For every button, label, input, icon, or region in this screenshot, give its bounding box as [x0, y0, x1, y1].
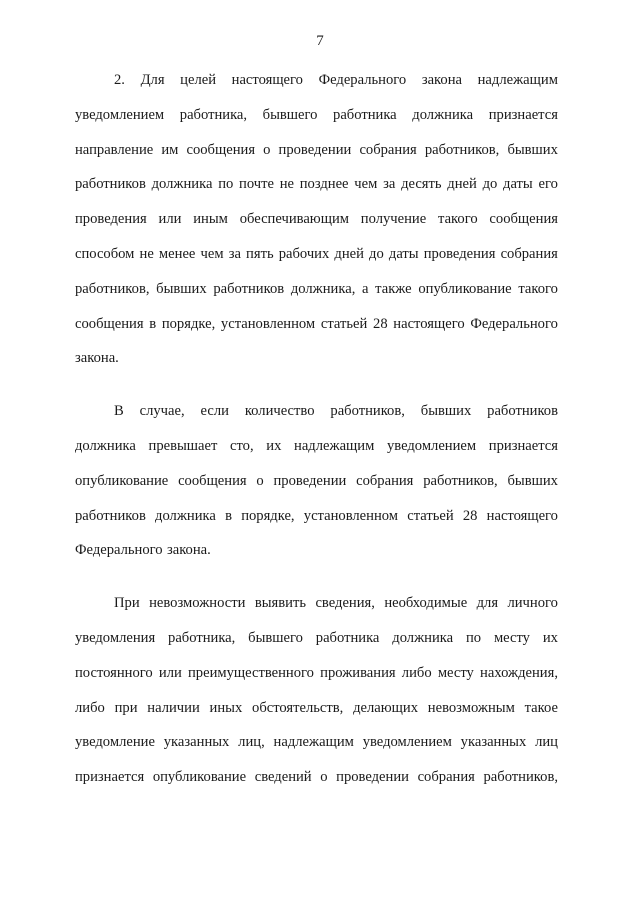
word: статьей: [320, 315, 368, 332]
word: преимущественного: [187, 664, 314, 681]
word: сообщения: [489, 211, 558, 228]
word: порядке,: [241, 507, 295, 524]
word: случае,: [139, 403, 185, 420]
word: менее: [158, 245, 196, 262]
word: опубликование: [418, 280, 512, 297]
word: их: [542, 629, 558, 646]
word: им: [161, 141, 179, 158]
word: При: [114, 595, 140, 612]
word: работников: [75, 176, 146, 193]
word: работника: [333, 106, 397, 123]
word: работников,: [424, 141, 500, 158]
text-line: [75, 591, 558, 626]
word: В: [114, 403, 124, 420]
word: работника,: [179, 106, 248, 123]
word: собрания: [500, 245, 558, 262]
paragraph-case-over-hundred: [75, 399, 558, 573]
word: собрания: [359, 141, 417, 158]
word: по: [465, 629, 482, 646]
word: необходимые: [384, 595, 468, 612]
text-line: [75, 138, 558, 173]
word: количество: [244, 403, 315, 420]
word: иных: [209, 699, 243, 716]
word: закона.: [75, 350, 119, 367]
word: такого: [518, 280, 558, 297]
word: собрания: [417, 769, 475, 786]
word: указанных: [163, 734, 230, 751]
word: должника: [151, 176, 213, 193]
word: работников: [487, 403, 558, 420]
word: способом: [75, 245, 135, 262]
word: по: [218, 176, 234, 193]
word: опубликование: [75, 472, 169, 489]
word: сообщения: [178, 472, 247, 489]
word: работников,: [483, 769, 558, 786]
word: уведомление: [75, 734, 155, 751]
word: пять: [246, 245, 274, 262]
word: проживания: [320, 664, 396, 681]
word: не: [139, 245, 154, 262]
word: бывшего: [262, 106, 318, 123]
paragraph-item-2: [75, 68, 558, 381]
word: установленном: [220, 315, 316, 332]
word: уведомления: [75, 629, 156, 646]
word: признается: [488, 437, 558, 454]
text-line: [75, 399, 558, 434]
word: дней: [334, 245, 364, 262]
word: о: [263, 141, 271, 158]
word: проведении: [336, 769, 409, 786]
word: собрания: [356, 472, 414, 489]
word: или: [158, 664, 182, 681]
word: месту: [437, 664, 474, 681]
word: обстоятельств,: [252, 699, 344, 716]
text-line: [75, 172, 558, 207]
word: бывших: [507, 141, 558, 158]
word: 2.: [114, 72, 125, 88]
word: также: [375, 280, 412, 297]
word: даты: [503, 176, 533, 193]
text-line: [75, 207, 558, 242]
word: должника: [75, 437, 136, 454]
word: дней: [447, 176, 477, 193]
word: установленном: [303, 507, 399, 524]
word: в: [149, 315, 157, 332]
word: направление: [75, 141, 154, 158]
word: если: [200, 403, 229, 420]
word: работника: [315, 629, 380, 646]
word: сведения,: [315, 595, 375, 612]
word: его: [538, 176, 558, 193]
text-line: [75, 730, 558, 765]
word: или: [158, 211, 182, 228]
word: проведения: [423, 245, 496, 262]
word: бывшего: [248, 629, 303, 646]
text-line: [75, 277, 558, 312]
text-line: [75, 346, 558, 381]
word: месту: [493, 629, 530, 646]
document-body: [75, 68, 558, 800]
word: о: [256, 472, 264, 489]
word: сведений: [254, 769, 312, 786]
word: 28: [462, 507, 478, 524]
word: почте: [239, 176, 274, 193]
word: признается: [488, 106, 558, 123]
text-line: [75, 103, 558, 138]
word: до: [482, 176, 498, 193]
word: бывших: [420, 403, 472, 420]
word: лиц,: [238, 734, 265, 751]
word: выявить: [254, 595, 307, 612]
word: лиц: [535, 734, 558, 751]
word: надлежащим: [477, 72, 558, 88]
word: такое: [524, 699, 558, 716]
text-line: [75, 242, 558, 277]
word: настоящего: [486, 507, 558, 524]
word: личного: [507, 595, 558, 612]
text-line: [75, 68, 558, 103]
word: закона: [421, 72, 462, 88]
word: работников,: [75, 280, 150, 297]
word: уведомлением: [386, 437, 477, 454]
word: позднее: [299, 176, 349, 193]
word: проведении: [278, 141, 352, 158]
word: чем: [354, 176, 378, 193]
word: получение: [360, 211, 427, 228]
word: за: [228, 245, 241, 262]
text-line: [75, 312, 558, 347]
word: иным: [193, 211, 228, 228]
text-line: [75, 504, 558, 539]
word: бывших: [156, 280, 207, 297]
word: проведения: [75, 211, 147, 228]
word: постоянного: [75, 664, 153, 681]
word: невозможным: [427, 699, 515, 716]
word: превышает: [148, 437, 218, 454]
word: уведомлением: [362, 734, 452, 751]
word: наличии: [147, 699, 200, 716]
word: за: [383, 176, 396, 193]
word: их: [266, 437, 282, 454]
text-line: [75, 765, 558, 800]
paragraph-impossibility: [75, 591, 558, 800]
word: работников: [213, 280, 285, 297]
word: сообщения: [186, 141, 256, 158]
word: Федерального: [318, 72, 407, 88]
word: признается: [75, 769, 145, 786]
word: работников: [75, 507, 146, 524]
text-line: [75, 434, 558, 469]
word: делающих: [353, 699, 419, 716]
word: либо: [75, 699, 105, 716]
word: указанных: [460, 734, 527, 751]
word: в: [225, 507, 232, 524]
page-number: 7: [316, 33, 324, 49]
word: уведомлением: [75, 106, 165, 123]
word: сообщения: [75, 315, 144, 332]
word: должника: [155, 507, 216, 524]
text-line: [75, 696, 558, 731]
word: Федерального: [470, 315, 558, 332]
word: десять: [401, 176, 442, 193]
text-line: [75, 626, 558, 661]
word: надлежащим: [273, 734, 354, 751]
word: опубликование: [152, 769, 247, 786]
word: не: [279, 176, 294, 193]
word: нахождения,: [480, 664, 558, 681]
word: невозможности: [149, 595, 246, 612]
word: для: [476, 595, 499, 612]
word: а: [362, 280, 369, 297]
word: настоящего: [231, 72, 303, 88]
word: чем: [200, 245, 224, 262]
word: обеспечивающим: [239, 211, 349, 228]
word: закона.: [166, 542, 211, 559]
word: рабочих: [278, 245, 330, 262]
word: проведении: [273, 472, 347, 489]
word: бывших: [507, 472, 558, 489]
word: даты: [388, 245, 419, 262]
word: статьей: [407, 507, 454, 524]
text-line: [75, 538, 558, 573]
word: Для: [140, 72, 165, 88]
word: Федерального: [75, 542, 163, 559]
word: до: [369, 245, 384, 262]
word: порядке,: [161, 315, 216, 332]
word: надлежащим: [294, 437, 375, 454]
word: должника,: [290, 280, 356, 297]
word: о: [320, 769, 328, 786]
word: работников,: [423, 472, 498, 489]
text-line: [75, 661, 558, 696]
word: либо: [401, 664, 432, 681]
word: 28: [373, 315, 388, 332]
word: настоящего: [393, 315, 465, 332]
word: при: [114, 699, 138, 716]
word: работника,: [168, 629, 236, 646]
word: такого: [438, 211, 478, 228]
text-line: [75, 469, 558, 504]
word: сто,: [230, 437, 254, 454]
word: должника: [392, 629, 454, 646]
word: работников,: [330, 403, 405, 420]
word: целей: [180, 72, 217, 88]
word: должника: [412, 106, 474, 123]
